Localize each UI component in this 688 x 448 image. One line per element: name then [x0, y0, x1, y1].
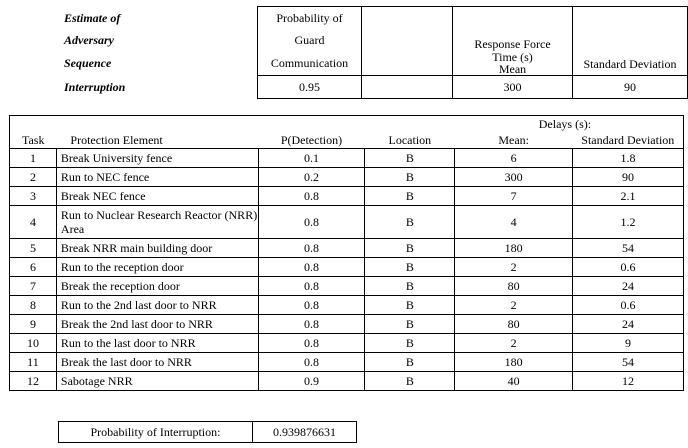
task-rows — [10, 149, 684, 391]
cell-element: Sabotage NRR — [56, 372, 258, 391]
cell-task: 9 — [10, 315, 57, 334]
cell-loc: B — [365, 372, 455, 391]
table-row — [10, 334, 684, 353]
cell-loc: B — [365, 239, 455, 258]
cell-element: Break the reception door — [56, 277, 258, 296]
result-value: 0.939876631 — [253, 422, 357, 443]
cell-sd: 54 — [573, 353, 684, 372]
cell-sd: 9 — [573, 334, 684, 353]
summary-label-line: Sequence — [64, 56, 112, 71]
cell-mean: 2 — [455, 258, 573, 277]
cell-loc: B — [365, 168, 455, 187]
cell-task: 4 — [10, 206, 57, 239]
tasks-table — [9, 115, 684, 391]
col-header-mean: Mean: — [498, 133, 529, 147]
cell-mean: 80 — [455, 315, 573, 334]
cell-element: Run to the last door to NRR — [56, 334, 258, 353]
response-header-blank — [453, 7, 573, 30]
cell-sd: 2.1 — [573, 187, 684, 206]
cell-loc: B — [365, 353, 455, 372]
cell-p: 0.1 — [258, 149, 365, 168]
cell-sd: 24 — [573, 315, 684, 334]
cell-loc: B — [365, 315, 455, 334]
cell-sd: 1.8 — [573, 149, 684, 168]
cell-loc: B — [365, 149, 455, 168]
cell-sd: 54 — [573, 239, 684, 258]
cell-element: Run to Nuclear Research Reactor (NRR) Area — [56, 206, 258, 239]
cell-p: 0.8 — [258, 315, 365, 334]
cell-mean: 7 — [455, 187, 573, 206]
cell-p: 0.9 — [258, 372, 365, 391]
sd-header: Standard Deviation — [573, 51, 688, 76]
empty-cell — [362, 51, 453, 76]
cell-sd: 90 — [573, 168, 684, 187]
cell-element: Break University fence — [56, 149, 258, 168]
cell-element: Break NEC fence — [56, 187, 258, 206]
cell-sd: 0.6 — [573, 296, 684, 315]
cell-sd: 1.2 — [573, 206, 684, 239]
cell-task: 11 — [10, 353, 57, 372]
prob-value: 0.95 — [258, 76, 362, 99]
prob-header-line: Communication — [258, 51, 362, 76]
table-row — [10, 353, 684, 372]
mean-header — [453, 51, 573, 76]
cell-loc: B — [365, 296, 455, 315]
cell-p: 0.8 — [258, 187, 365, 206]
cell-mean: 4 — [455, 206, 573, 239]
col-header-sd: Standard Deviation — [573, 132, 684, 149]
cell-loc: B — [365, 258, 455, 277]
cell-task: 2 — [10, 168, 57, 187]
response-header-line: Response Force — [453, 29, 573, 51]
summary-label-line: Estimate of — [64, 10, 121, 25]
cell-task: 1 — [10, 149, 57, 168]
cell-mean: 40 — [455, 372, 573, 391]
sd-header-blank — [573, 7, 688, 30]
cell-sd: 0.6 — [573, 258, 684, 277]
cell-element: Run to the 2nd last door to NRR — [56, 296, 258, 315]
cell-p: 0.8 — [258, 353, 365, 372]
cell-element: Break the last door to NRR — [56, 353, 258, 372]
blank-cell — [10, 116, 57, 133]
cell-task: 6 — [10, 258, 57, 277]
mean-header-label: Mean — [498, 62, 527, 76]
cell-p: 0.2 — [258, 168, 365, 187]
cell-mean: 80 — [455, 277, 573, 296]
cell-sd: 24 — [573, 277, 684, 296]
table-row — [10, 258, 684, 277]
table-row — [10, 372, 684, 391]
cell-task: 10 — [10, 334, 57, 353]
cell-task: 8 — [10, 296, 57, 315]
cell-loc: B — [365, 334, 455, 353]
cell-element: Run to the reception door — [56, 258, 258, 277]
cell-mean: 300 — [455, 168, 573, 187]
cell-mean: 6 — [455, 149, 573, 168]
empty-cell — [362, 76, 453, 99]
cell-loc: B — [365, 206, 455, 239]
cell-element: Break the 2nd last door to NRR — [56, 315, 258, 334]
empty-cell — [362, 7, 453, 30]
cell-mean: 2 — [455, 296, 573, 315]
cell-p: 0.8 — [258, 239, 365, 258]
cell-task: 5 — [10, 239, 57, 258]
table-row — [10, 168, 684, 187]
col-header-element: Protection Element — [70, 133, 163, 147]
table-row — [10, 149, 684, 168]
summary-label-line: Adversary — [64, 33, 114, 47]
response-header-line: Time (s) — [492, 50, 533, 64]
cell-mean: 2 — [455, 334, 573, 353]
summary-table — [58, 6, 688, 99]
table-row — [10, 277, 684, 296]
cell-task: 3 — [10, 187, 57, 206]
sd-value: 90 — [573, 76, 688, 99]
cell-element: Break NRR main building door — [56, 239, 258, 258]
blank-cell — [365, 116, 455, 133]
cell-p: 0.8 — [258, 206, 365, 239]
col-header-pdetection: P(Detection) — [280, 133, 343, 147]
col-header-task: Task — [10, 132, 57, 149]
empty-cell — [362, 29, 453, 51]
col-header-location: Location — [388, 133, 432, 147]
cell-element: Run to NEC fence — [56, 168, 258, 187]
cell-p: 0.8 — [258, 277, 365, 296]
cell-mean: 180 — [455, 353, 573, 372]
blank-cell — [56, 116, 258, 133]
cell-sd: 12 — [573, 372, 684, 391]
table-row — [10, 239, 684, 258]
cell-p: 0.8 — [258, 296, 365, 315]
sd-header-blank — [573, 29, 688, 51]
interruption-result — [58, 421, 357, 443]
table-row — [10, 206, 684, 239]
prob-header-line: Probability of — [258, 7, 362, 30]
cell-p: 0.8 — [258, 334, 365, 353]
table-row — [10, 315, 684, 334]
cell-loc: B — [365, 277, 455, 296]
summary-label-line: Interruption — [64, 80, 126, 94]
mean-value: 300 — [453, 76, 573, 99]
cell-mean: 180 — [455, 239, 573, 258]
cell-loc: B — [365, 187, 455, 206]
prob-header-line: Guard — [258, 29, 362, 51]
result-label: Probability of Interruption: — [59, 422, 253, 443]
cell-p: 0.8 — [258, 258, 365, 277]
table-row — [10, 296, 684, 315]
blank-cell — [258, 116, 365, 133]
cell-task: 7 — [10, 277, 57, 296]
cell-task: 12 — [10, 372, 57, 391]
delays-header: Delays (s): — [455, 116, 684, 133]
table-row — [10, 187, 684, 206]
